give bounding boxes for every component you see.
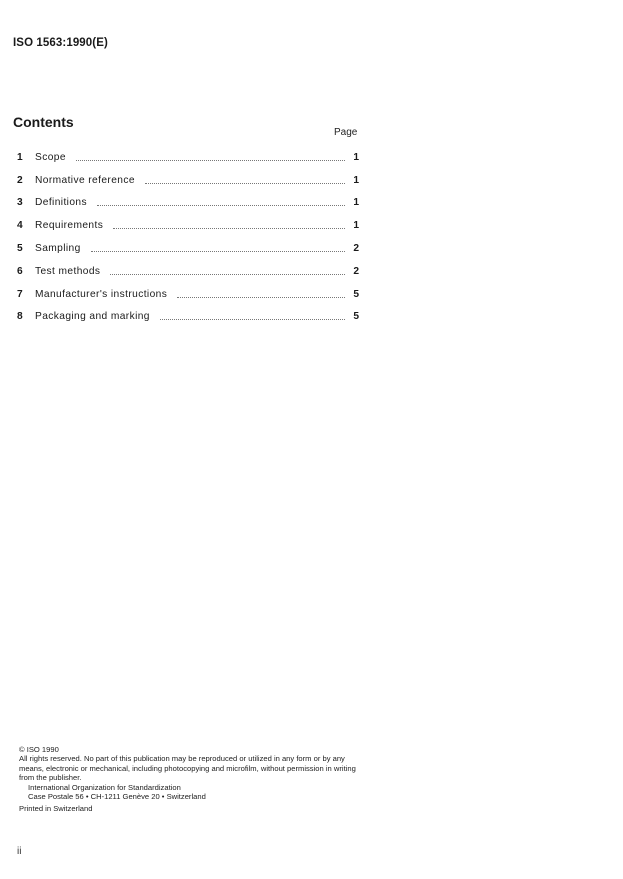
page-column-label: Page: [334, 127, 358, 138]
page-number: ii: [17, 846, 22, 857]
toc-entry-title: Test methods: [35, 265, 101, 277]
dot-leader: [110, 274, 345, 275]
organization-name: International Organization for Standardization: [28, 782, 181, 792]
toc-entry-page: 5: [353, 288, 359, 300]
toc-entry-normative-reference[interactable]: [17, 169, 359, 192]
toc-entry-title: Sampling: [35, 243, 81, 255]
toc-entry-title: Normative reference: [35, 174, 135, 186]
toc-entry-number: 6: [17, 265, 23, 277]
toc-entry-page: 2: [353, 243, 359, 255]
toc-entry-number: 2: [17, 174, 23, 186]
toc-entry-number: 1: [17, 151, 23, 163]
document-id: ISO 1563:1990(E): [13, 37, 108, 49]
toc-entry-page: 1: [353, 151, 359, 163]
toc-entry-title: Definitions: [35, 197, 87, 209]
organization-address: Case Postale 56 • CH-1211 Genève 20 • Switzerland: [28, 792, 206, 802]
table-of-contents: [17, 146, 359, 328]
toc-entry-number: 8: [17, 311, 23, 323]
toc-entry-title: Manufacturer's instructions: [35, 288, 168, 300]
toc-entry-number: 7: [17, 288, 23, 300]
contents-heading: Contents: [13, 114, 74, 130]
copyright-notice: [19, 745, 369, 814]
dot-leader: [160, 319, 345, 320]
toc-entry-page: 1: [353, 174, 359, 186]
dot-leader: [177, 297, 345, 298]
toc-entry-title: Scope: [35, 151, 66, 163]
toc-entry-requirements[interactable]: [17, 214, 359, 237]
toc-entry-packaging-and-marking[interactable]: [17, 306, 359, 329]
toc-entry-definitions[interactable]: [17, 192, 359, 215]
toc-entry-page: 1: [353, 197, 359, 209]
toc-entry-scope[interactable]: [17, 146, 359, 169]
toc-entry-number: 3: [17, 197, 23, 209]
toc-entry-page: 1: [353, 220, 359, 232]
toc-entry-page: 2: [353, 265, 359, 277]
toc-entry-number: 4: [17, 220, 23, 232]
dot-leader: [76, 160, 345, 161]
dot-leader: [97, 205, 345, 206]
dot-leader: [91, 251, 345, 252]
toc-entry-page: 5: [353, 311, 359, 323]
toc-entry-test-methods[interactable]: [17, 260, 359, 283]
copyright-line: © ISO 1990: [19, 745, 59, 754]
printed-location: Printed in Switzerland: [19, 804, 93, 814]
toc-entry-number: 5: [17, 243, 23, 255]
dot-leader: [113, 228, 345, 229]
toc-entry-title: Packaging and marking: [35, 311, 150, 323]
toc-entry-title: Requirements: [35, 220, 104, 232]
rights-text: All rights reserved. No part of this publication may be reproduced or utilized in any form or by any means, electronic or mechanical, including photocopying and microfilm, without permission in writing from the publisher.: [19, 754, 356, 783]
dot-leader: [145, 183, 345, 184]
toc-entry-manufacturers-instructions[interactable]: [17, 283, 359, 306]
toc-entry-sampling[interactable]: [17, 237, 359, 260]
